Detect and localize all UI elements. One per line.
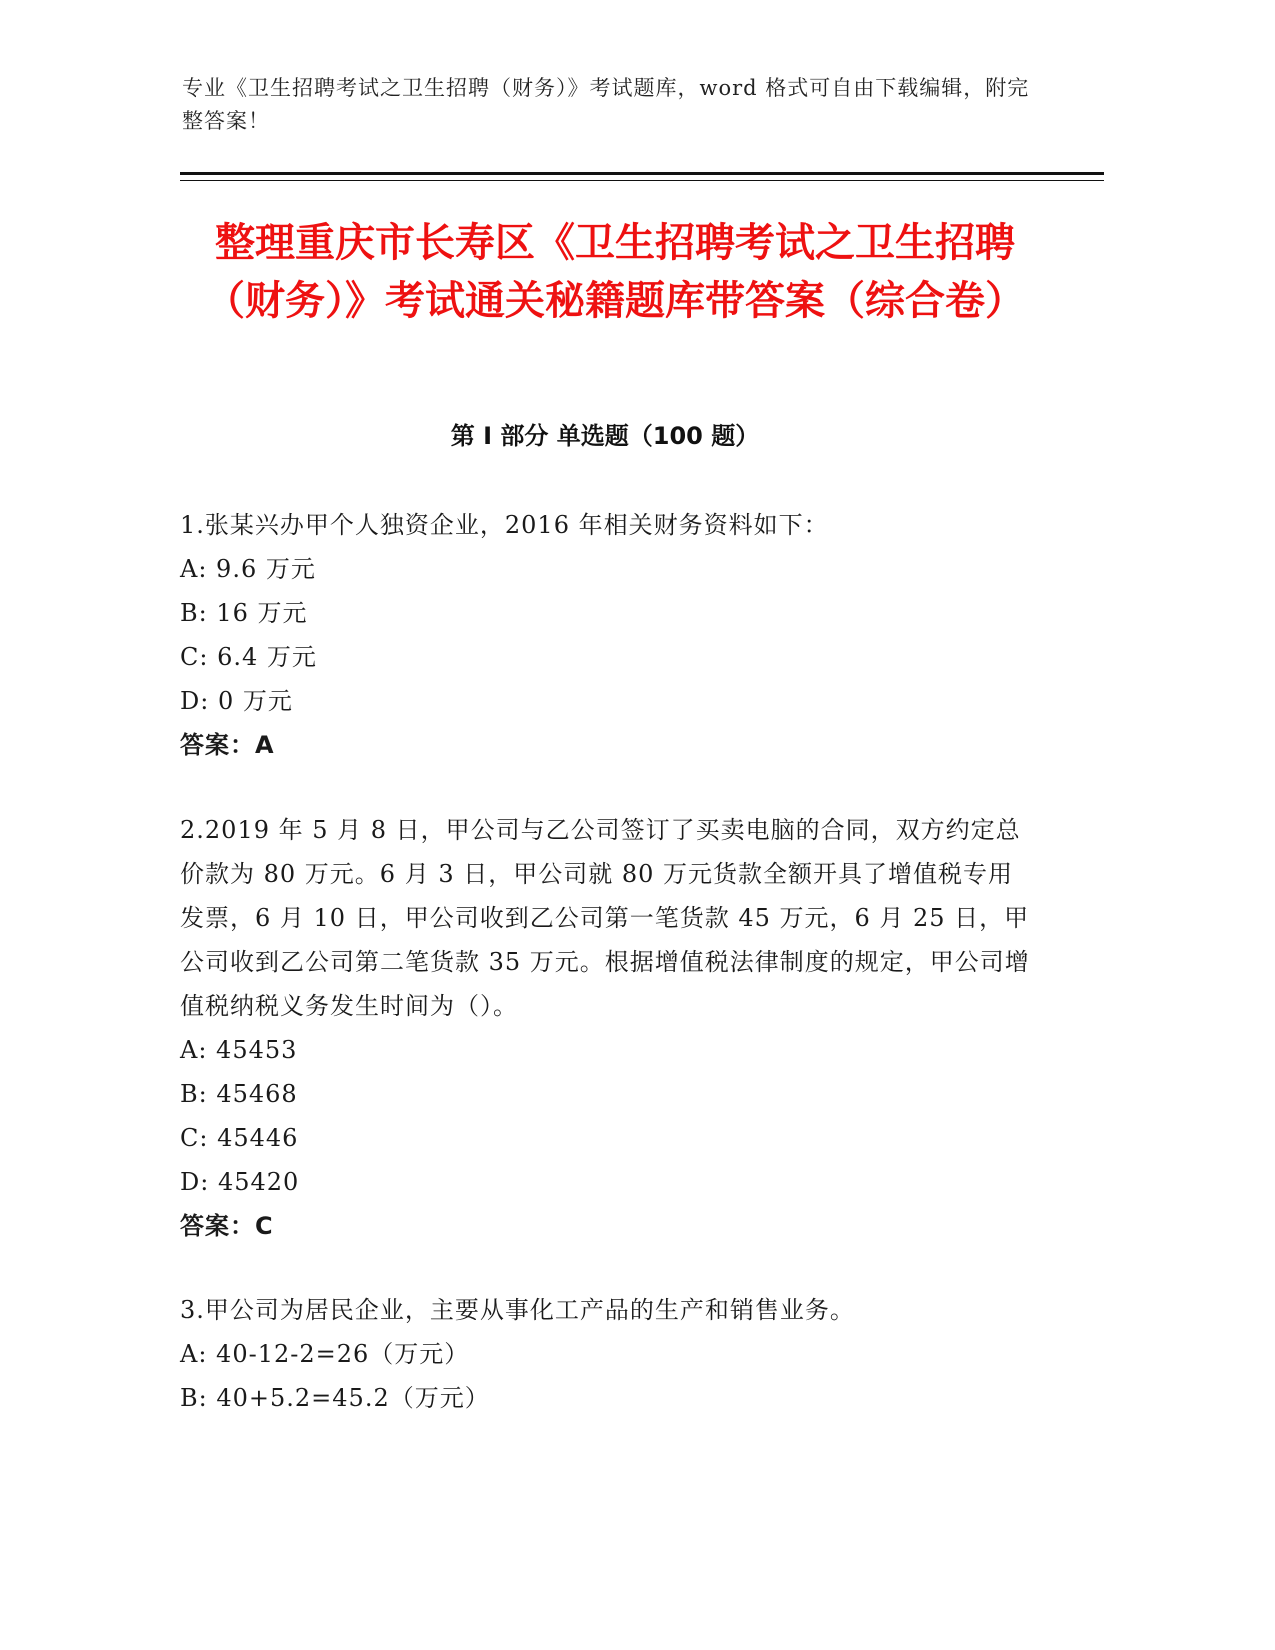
option-d: D: 0 万元	[180, 687, 293, 715]
option-a: A: 45453	[180, 1036, 298, 1064]
option-b: B: 40+5.2=45.2（万元）	[180, 1384, 490, 1412]
answer: 答案：A	[180, 731, 275, 759]
option-b: B: 16 万元	[180, 599, 308, 627]
answer: 答案：C	[180, 1212, 274, 1240]
question-3	[180, 1288, 1035, 1420]
question-2	[180, 808, 1035, 1248]
section-heading: 第 I 部分 单选题（100 题）	[450, 422, 760, 450]
header-note: 专业《卫生招聘考试之卫生招聘（财务）》考试题库，word 格式可自由下载编辑，附完整答案！	[182, 76, 1030, 133]
question-1	[180, 503, 1035, 767]
option-b: B: 45468	[180, 1080, 298, 1108]
option-d: D: 45420	[180, 1168, 300, 1196]
header-rule-thick	[180, 172, 1104, 175]
option-c: C: 6.4 万元	[180, 643, 317, 671]
option-a: A: 40-12-2=26（万元）	[180, 1340, 470, 1368]
option-a: A: 9.6 万元	[180, 555, 316, 583]
question-stem: 3.甲公司为居民企业，主要从事化工产品的生产和销售业务。	[180, 1296, 855, 1324]
document-title: 整理重庆市长寿区《卫生招聘考试之卫生招聘（财务）》考试通关秘籍题库带答案（综合卷）	[205, 220, 1025, 324]
question-stem: 2.2019 年 5 月 8 日，甲公司与乙公司签订了买卖电脑的合同，双方约定总价款为 80 万元。6 月 3 日，甲公司就 80 万元货款全额开具了增值税专用发票，6 月 10 日，甲公司收到乙公司第一笔货款 45 万元，6 月 25 日，甲公司收到乙公司第二笔货款 35 万元。根据增值税法律制度的规定，甲公司增值税纳税义务发生时间为（）。	[180, 816, 1030, 1020]
option-c: C: 45446	[180, 1124, 299, 1152]
header-rule-thin	[180, 180, 1104, 181]
question-stem: 1.张某兴办甲个人独资企业，2016 年相关财务资料如下：	[180, 511, 829, 539]
